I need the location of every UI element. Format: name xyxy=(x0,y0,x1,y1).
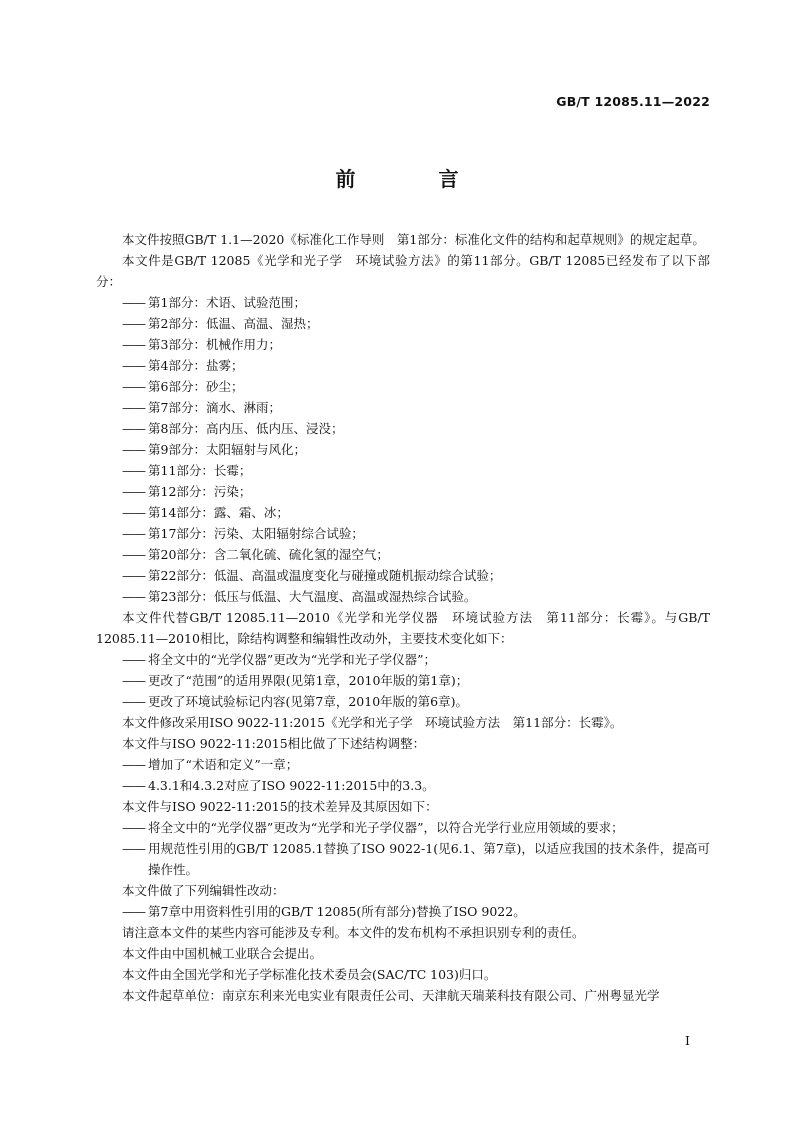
list-item-text: 第6部分：砂尘； xyxy=(148,379,244,394)
dash-marker: —— xyxy=(122,820,145,835)
list-item-text: 将全文中的“光学仪器”更改为“光学和光子学仪器”，以符合光学行业应用领域的要求； xyxy=(148,820,624,835)
list-item xyxy=(96,901,710,922)
dash-marker: —— xyxy=(122,673,145,688)
dash-marker: —— xyxy=(122,379,145,394)
dash-marker: —— xyxy=(122,526,145,541)
list-item-text: 更改了环境试验标记内容(见第7章，2010年版的第6章)。 xyxy=(148,694,468,709)
paragraph: 请注意本文件的某些内容可能涉及专利。本文件的发布机构不承担识别专利的责任。 xyxy=(122,925,585,940)
dash-marker: —— xyxy=(122,589,145,604)
list-item xyxy=(96,565,710,586)
dash-marker: —— xyxy=(122,442,145,457)
list-item-text: 第3部分：机械作用力； xyxy=(148,337,281,352)
paragraph: 本文件做了下列编辑性改动： xyxy=(122,883,285,898)
list-item-text: 4.3.1和4.3.2对应了ISO 9022-11:2015中的3.3。 xyxy=(148,778,435,793)
list-item-text: 第2部分：低温、高温、湿热； xyxy=(148,316,319,331)
dash-marker: —— xyxy=(122,484,145,499)
list-item xyxy=(96,418,710,439)
paragraph: 本文件修改采用ISO 9022-11:2015《光学和光子学 环境试验方法 第11部分：长霉》。 xyxy=(122,715,623,730)
list-item xyxy=(96,355,710,376)
dash-marker: —— xyxy=(122,694,145,709)
list-item-text: 第12部分：污染； xyxy=(148,484,252,499)
paragraph: 本文件与ISO 9022-11:2015相比做了下述结构调整： xyxy=(122,736,426,751)
dash-marker: —— xyxy=(122,778,145,793)
page-number: I xyxy=(685,1033,690,1048)
list-item xyxy=(96,502,710,523)
list-item xyxy=(96,313,710,334)
paragraph: 本文件代替GB/T 12085.11—2010《光学和光学仪器 环境试验方法 第11部分：长霉》。与GB/T 12085.11—2010相比，除结构调整和编辑性改动外，主要技术变化如下： xyxy=(96,610,710,646)
list-item xyxy=(96,334,710,355)
list-item-text: 第11部分：长霉； xyxy=(148,463,252,478)
list-item xyxy=(96,754,710,775)
dash-marker: —— xyxy=(122,547,145,562)
list-item xyxy=(96,397,710,418)
list-item xyxy=(96,439,710,460)
paragraph: 本文件由全国光学和光子学标准化技术委员会(SAC/TC 103)归口。 xyxy=(122,967,497,982)
page-title: 前 言 xyxy=(335,167,497,191)
dash-marker: —— xyxy=(122,568,145,583)
list-item xyxy=(96,838,710,880)
dash-marker: —— xyxy=(122,316,145,331)
list-item-text: 第9部分：太阳辐射与风化； xyxy=(148,442,306,457)
list-item xyxy=(96,292,710,313)
list-item-text: 第7章中用资料性引用的GB/T 12085(所有部分)替换了ISO 9022。 xyxy=(148,904,526,919)
dash-marker: —— xyxy=(122,400,145,415)
list-item xyxy=(96,691,710,712)
list-item-text: 第17部分：污染、太阳辐射综合试验； xyxy=(148,526,364,541)
paragraph: 本文件由中国机械工业联合会提出。 xyxy=(122,946,323,961)
dash-marker: —— xyxy=(122,841,145,856)
list-item xyxy=(96,523,710,544)
dash-marker: —— xyxy=(122,652,145,667)
foreword-body xyxy=(96,229,710,1006)
paragraph: 本文件是GB/T 12085《光学和光子学 环境试验方法》的第11部分。GB/T 12085已经发布了以下部分： xyxy=(96,253,710,289)
list-item-text: 更改了“范围”的适用界限(见第1章，2010年版的第1章)； xyxy=(148,673,469,688)
list-item-text: 第23部分：低压与低温、大气温度、高温或湿热综合试验。 xyxy=(148,589,477,604)
dash-marker: —— xyxy=(122,904,145,919)
dash-marker: —— xyxy=(122,337,145,352)
paragraph: 本文件起草单位：南京东利来光电实业有限责任公司、天津航天瑞莱科技有限公司、广州粤显光学 xyxy=(122,988,660,1003)
list-item xyxy=(96,649,710,670)
list-item-text: 增加了“术语和定义”一章； xyxy=(148,757,299,772)
paragraph: 本文件按照GB/T 1.1—2020《标准化工作导则 第1部分：标准化文件的结构和起草规则》的规定起草。 xyxy=(122,232,705,247)
list-item xyxy=(96,460,710,481)
list-item xyxy=(96,481,710,502)
list-item-text: 第20部分：含二氧化硫、硫化氢的湿空气； xyxy=(148,547,389,562)
dash-marker: —— xyxy=(122,421,145,436)
list-item-text: 第4部分：盐雾； xyxy=(148,358,244,373)
paragraph: 本文件与ISO 9022-11:2015的技术差异及其原因如下： xyxy=(122,799,438,814)
dash-marker: —— xyxy=(122,295,145,310)
standard-code: GB/T 12085.11—2022 xyxy=(556,94,710,109)
list-item xyxy=(96,586,710,607)
list-item-text: 第1部分：术语、试验范围； xyxy=(148,295,306,310)
list-item xyxy=(96,376,710,397)
dash-marker: —— xyxy=(122,757,145,772)
list-item-text: 第14部分：露、霜、冰； xyxy=(148,505,289,520)
dash-marker: —— xyxy=(122,463,145,478)
dash-marker: —— xyxy=(122,505,145,520)
list-item-text: 第22部分：低温、高温或温度变化与碰撞或随机振动综合试验； xyxy=(148,568,502,583)
list-item xyxy=(96,775,710,796)
list-item xyxy=(96,817,710,838)
list-item-text: 第7部分：滴水、淋雨； xyxy=(148,400,281,415)
list-item-text: 第8部分：高内压、低内压、浸没； xyxy=(148,421,344,436)
dash-marker: —— xyxy=(122,358,145,373)
list-item-text: 将全文中的“光学仪器”更改为“光学和光子学仪器”； xyxy=(148,652,437,667)
list-item xyxy=(96,670,710,691)
list-item-text: 用规范性引用的GB/T 12085.1替换了ISO 9022-1(见6.1、第7章)，以适应我国的技术条件，提高可操作性。 xyxy=(148,841,710,877)
list-item xyxy=(96,544,710,565)
